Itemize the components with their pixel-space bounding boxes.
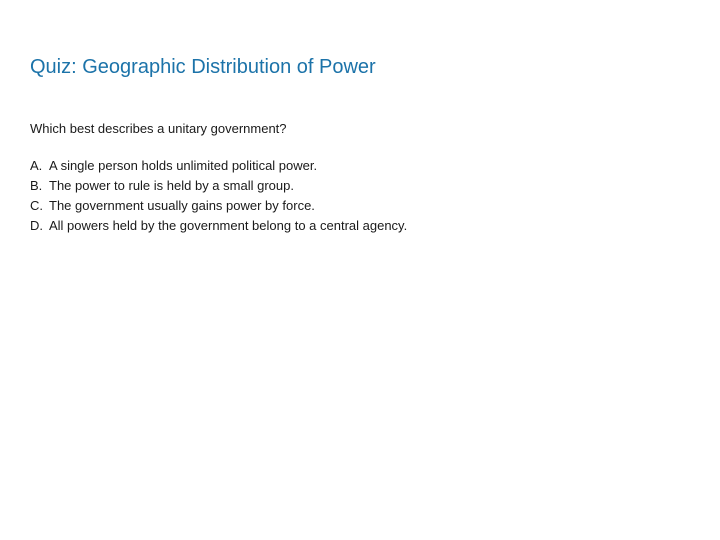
option-letter: C. <box>30 198 43 213</box>
option-text: All powers held by the government belong to a central agency. <box>49 218 408 233</box>
option-text: The government usually gains power by force. <box>49 198 315 213</box>
answer-option-c <box>30 196 407 216</box>
option-letter: B. <box>30 178 43 193</box>
quiz-question: Which best describes a unitary government? <box>30 121 287 136</box>
option-text: A single person holds unlimited political power. <box>49 158 318 173</box>
answer-option-d <box>30 216 407 236</box>
option-letter: A. <box>30 158 43 173</box>
answer-option-a <box>30 156 407 176</box>
option-text: The power to rule is held by a small group. <box>49 178 294 193</box>
answer-options-list <box>30 156 407 236</box>
answer-option-b <box>30 176 407 196</box>
quiz-title: Quiz: Geographic Distribution of Power <box>30 56 376 78</box>
option-letter: D. <box>30 218 43 233</box>
